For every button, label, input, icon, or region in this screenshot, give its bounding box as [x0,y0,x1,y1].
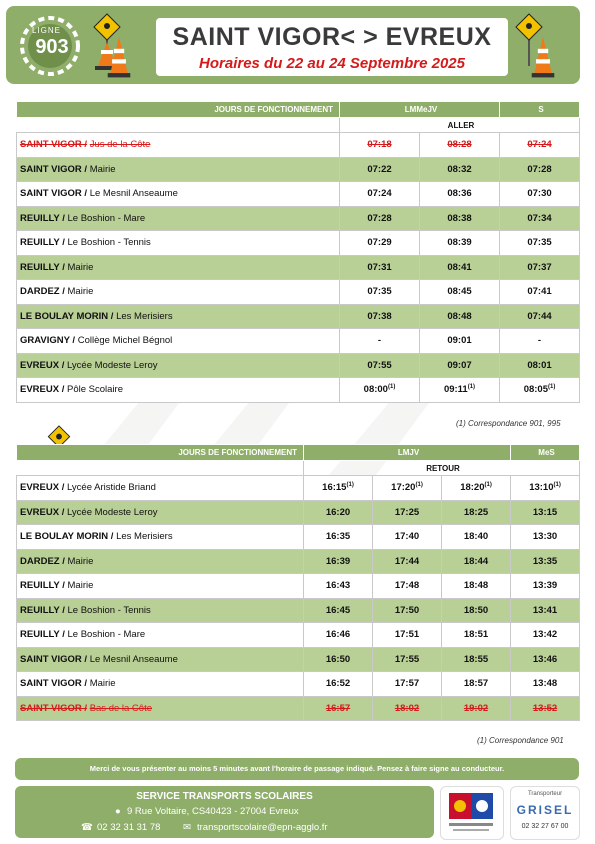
stop-place: Mairie [67,555,94,567]
aller-footnote: (1) Correspondance 901, 995 [456,419,561,428]
table-row [17,500,580,525]
time-value: 08:01 [527,359,552,371]
time-value: 17:48 [394,580,420,592]
departure-time [373,598,442,623]
time-value: 13:30 [532,531,558,543]
departure-time [340,182,420,207]
stop-place: Le Boshion - Tennis [67,604,151,616]
departure-time [420,133,500,158]
departure-time [442,476,511,501]
table-row [17,574,580,599]
stop-city: DARDEZ / [20,286,65,298]
page-title: SAINT VIGOR< > EVREUX [172,23,492,51]
departure-time [304,647,373,672]
stop-city: DARDEZ / [20,555,65,567]
departure-time [373,574,442,599]
table-row [17,329,580,354]
departure-time [500,329,580,354]
table-row [17,525,580,550]
line-number: 903 [35,36,69,58]
departure-time [511,500,580,525]
operator-caption: Transporteur [527,791,563,797]
time-value: 13:15 [532,506,558,518]
departure-time [442,549,511,574]
aller-timetable [16,101,580,403]
stop-place: Le Mesnil Anseaume [89,653,178,665]
stop-place: Mairie [67,286,94,298]
departure-time [340,353,420,378]
table-row [17,157,580,182]
departure-time [304,574,373,599]
phone-text: 02 32 31 31 78 [97,822,161,833]
aller-direction-row [17,118,580,133]
footnote-mark: (1) [346,482,354,489]
departure-time [304,623,373,648]
table-row [17,353,580,378]
stop-place: Mairie [67,580,94,592]
time-value: 17:55 [394,653,420,665]
stop-name [17,378,340,403]
departure-time [420,231,500,256]
retour-direction-row [17,461,580,476]
departure-time [500,353,580,378]
table-row [17,378,580,403]
departure-time [304,500,373,525]
retour-header-row [17,445,580,461]
footnote-mark: (1) [484,482,492,489]
region-logo-icon [441,787,503,839]
footnote-mark: (1) [548,384,556,391]
departure-time [500,157,580,182]
header-banner [6,6,580,84]
departure-time [340,206,420,231]
departure-time [511,574,580,599]
stop-place: Pôle Scolaire [67,384,123,396]
stop-city: SAINT VIGOR / [20,653,88,665]
table-row [17,623,580,648]
time-value: 09:07 [447,359,472,371]
time-value: 09:01 [447,335,472,347]
stop-place: Lycée Modeste Leroy [67,359,158,371]
time-value: 16:52 [325,678,351,690]
time-value: 07:55 [367,359,392,371]
departure-time [500,255,580,280]
footnote-mark: (1) [467,384,476,391]
days-header: JOURS DE FONCTIONNEMENT [17,102,340,118]
time-value: 17:40 [394,531,420,543]
departure-time [340,231,420,256]
stop-name [17,133,340,158]
stop-name [17,329,340,354]
stop-name [17,549,304,574]
time-value: 09:11 [443,384,468,396]
time-value: 13:52 [532,702,558,714]
departure-time [340,133,420,158]
table-row [17,133,580,158]
time-value: 18:50 [463,604,489,616]
departure-time [304,672,373,697]
footnote-mark: (1) [387,384,396,391]
agglo-logo [440,786,504,840]
email-icon: ✉ [183,822,191,833]
departure-time [511,696,580,721]
departure-time [420,280,500,305]
time-value: 13:39 [532,580,558,592]
stop-city: REUILLY / [20,580,65,592]
traffic-cone-icon [530,28,556,80]
stop-name [17,476,304,501]
stop-place: Les Merisiers [116,310,173,322]
line-label: LIGNE [32,26,62,35]
stop-place: Bas de la Côte [89,702,153,714]
time-value: 08:39 [447,237,472,249]
days-lmjv: LMJV [304,445,511,461]
time-value: 16:57 [325,702,351,714]
stop-city: SAINT VIGOR / [20,678,88,690]
departure-time [420,182,500,207]
table-row [17,476,580,501]
stop-name [17,206,340,231]
stop-name [17,598,304,623]
departure-time [500,231,580,256]
time-value: 07:28 [527,163,552,175]
operator-logo [510,786,580,840]
stop-name [17,182,340,207]
departure-time [304,525,373,550]
stop-name [17,157,340,182]
operator-name: GRISEL [516,803,574,817]
table-row [17,255,580,280]
stop-place: Mairie [89,163,116,175]
stop-place: Le Boshion - Tennis [67,237,151,249]
time-value: 08:28 [447,139,472,151]
table-row [17,206,580,231]
time-value: - [377,335,382,347]
time-value: 07:22 [367,163,392,175]
stop-place: Lycée Aristide Briand [67,482,156,494]
departure-time [340,280,420,305]
departure-time [373,623,442,648]
stop-place: Le Boshion - Mare [67,629,146,641]
time-value: 16:46 [325,629,351,641]
table-row [17,304,580,329]
departure-time [373,500,442,525]
departure-time [420,206,500,231]
departure-time [373,476,442,501]
stop-city: REUILLY / [20,261,65,273]
time-value: 16:45 [325,604,351,616]
stop-place: Lycée Modeste Leroy [67,506,158,518]
time-value: 18:48 [463,580,489,592]
aller-header-row [17,102,580,118]
departure-time [442,598,511,623]
time-value: 18:20 [460,482,485,494]
stop-city: SAINT VIGOR / [20,702,88,714]
time-value: 16:43 [325,580,351,592]
departure-time [500,206,580,231]
stop-city: LE BOULAY MORIN / [20,531,114,543]
time-value: 08:38 [447,212,472,224]
time-value: 13:41 [532,604,558,616]
time-value: 07:18 [367,139,392,151]
time-value: 16:50 [325,653,351,665]
stop-city: REUILLY / [20,629,65,641]
departure-time [340,378,420,403]
time-value: 18:44 [463,555,489,567]
table-row [17,696,580,721]
stop-name [17,647,304,672]
departure-time [511,623,580,648]
departure-time [442,500,511,525]
departure-time [420,378,500,403]
footnote-mark: (1) [553,482,561,489]
time-value: 07:35 [367,286,392,298]
time-value: 07:24 [527,139,552,151]
departure-time [304,598,373,623]
stop-city: SAINT VIGOR / [20,139,88,151]
time-value: 17:51 [394,629,420,641]
direction-label: RETOUR [304,461,580,476]
table-row [17,549,580,574]
table-row [17,598,580,623]
title-box [156,18,508,76]
traffic-cone-icon [106,28,132,80]
retour-footnote: (1) Correspondance 901 [477,736,564,745]
time-value: 17:50 [394,604,420,616]
time-value: 07:30 [527,188,552,200]
stop-place: Mairie [67,261,94,273]
departure-time [373,672,442,697]
stop-city: REUILLY / [20,212,65,224]
stop-name [17,255,340,280]
time-value: 17:25 [394,506,420,518]
departure-time [373,525,442,550]
time-value: 18:02 [394,702,420,714]
stop-city: SAINT VIGOR / [20,188,88,200]
table-row [17,231,580,256]
departure-time [304,696,373,721]
stop-city: EVREUX / [20,359,65,371]
table-row [17,182,580,207]
departure-time [511,672,580,697]
departure-time [500,304,580,329]
time-value: 18:55 [463,653,489,665]
address-text: 9 Rue Voltaire, CS40423 - 27004 Evreux [127,806,299,817]
departure-time [500,280,580,305]
departure-time [420,255,500,280]
stop-place: Mairie [89,678,116,690]
time-value: 07:37 [527,261,552,273]
time-value: 17:44 [394,555,420,567]
time-value: 13:10 [529,482,554,494]
time-value: 18:40 [463,531,489,543]
stop-name [17,623,304,648]
departure-time [442,647,511,672]
time-value: 18:51 [463,629,489,641]
phone-icon: ☎ [81,822,93,833]
direction-label: ALLER [340,118,580,133]
departure-time [500,182,580,207]
operator-phone: 02 32 27 67 00 [521,823,569,830]
table-row [17,280,580,305]
stop-city: LE BOULAY MORIN / [20,310,114,322]
departure-time [304,476,373,501]
time-value: 08:36 [447,188,472,200]
time-value: 07:28 [367,212,392,224]
stop-name [17,672,304,697]
departure-time [373,696,442,721]
stop-city: SAINT VIGOR / [20,163,88,175]
table-row [17,647,580,672]
time-value: 16:15 [322,482,347,494]
time-value: 17:57 [394,678,420,690]
email-link[interactable]: transportscolaire@epn-agglo.fr [197,822,328,833]
stop-place: Le Boshion - Mare [67,212,146,224]
departure-time [511,476,580,501]
stop-city: REUILLY / [20,237,65,249]
table-row [17,672,580,697]
time-value: 08:00 [363,384,388,396]
departure-time [340,255,420,280]
departure-time [420,353,500,378]
departure-time [442,623,511,648]
stop-name [17,304,340,329]
departure-time [511,598,580,623]
info-banner: Merci de vous présenter au moins 5 minutes avant l'horaire de passage indiqué. Pensez à faire signe au conducteur. [15,758,579,780]
departure-time [511,647,580,672]
time-value: 07:34 [527,212,552,224]
time-value: 07:41 [527,286,552,298]
time-value: 16:20 [325,506,351,518]
departure-time [442,574,511,599]
page-subtitle: Horaires du 22 au 24 Septembre 2025 [199,55,465,72]
time-value: 07:24 [367,188,392,200]
departure-time [500,133,580,158]
stop-name [17,525,304,550]
stop-name [17,574,304,599]
footnote-mark: (1) [415,482,423,489]
stop-place: Jus de la Côte [89,139,151,151]
departure-time [340,304,420,329]
departure-time [340,157,420,182]
departure-time [442,696,511,721]
time-value: 08:32 [447,163,472,175]
stop-name [17,696,304,721]
stop-name [17,231,340,256]
time-value: 13:35 [532,555,558,567]
time-value: 13:42 [532,629,558,641]
stop-city: REUILLY / [20,604,65,616]
time-value: 17:20 [391,482,416,494]
stop-place: Le Mesnil Anseaume [89,188,178,200]
location-pin-icon: ● [115,806,121,817]
days-header: JOURS DE FONCTIONNEMENT [17,445,304,461]
departure-time [420,304,500,329]
stop-name [17,500,304,525]
days-s: S [500,102,580,118]
time-value: 08:48 [447,310,472,322]
service-title: SERVICE TRANSPORTS SCOLAIRES [136,791,313,802]
departure-time [511,525,580,550]
stop-city: GRAVIGNY / [20,335,76,347]
time-value: 07:38 [367,310,392,322]
departure-time [304,549,373,574]
time-value: 18:25 [463,506,489,518]
time-value: 13:48 [532,678,558,690]
departure-time [442,525,511,550]
time-value: 16:35 [325,531,351,543]
time-value: 08:45 [447,286,472,298]
departure-time [420,157,500,182]
departure-time [442,672,511,697]
days-lmmejv: LMMeJV [340,102,500,118]
time-value: 13:46 [532,653,558,665]
time-value: 07:35 [527,237,552,249]
time-value: 18:57 [463,678,489,690]
stop-city: EVREUX / [20,384,65,396]
departure-time [373,549,442,574]
departure-time [500,378,580,403]
time-value: 07:29 [367,237,392,249]
stop-place: Collège Michel Bégnol [77,335,173,347]
stop-city: EVREUX / [20,482,65,494]
time-value: 16:39 [325,555,351,567]
time-value: - [537,335,542,347]
time-value: 07:44 [527,310,552,322]
departure-time [420,329,500,354]
time-value: 08:41 [447,261,472,273]
stop-name [17,280,340,305]
time-value: 07:31 [367,261,392,273]
retour-timetable [16,444,580,721]
time-value: 08:05 [523,384,548,396]
departure-time [511,549,580,574]
departure-time [373,647,442,672]
days-mes: MeS [511,445,580,461]
departure-time [340,329,420,354]
time-value: 19:02 [463,702,489,714]
stop-city: EVREUX / [20,506,65,518]
stop-place: Les Merisiers [116,531,173,543]
contact-footer [15,786,434,838]
stop-name [17,353,340,378]
